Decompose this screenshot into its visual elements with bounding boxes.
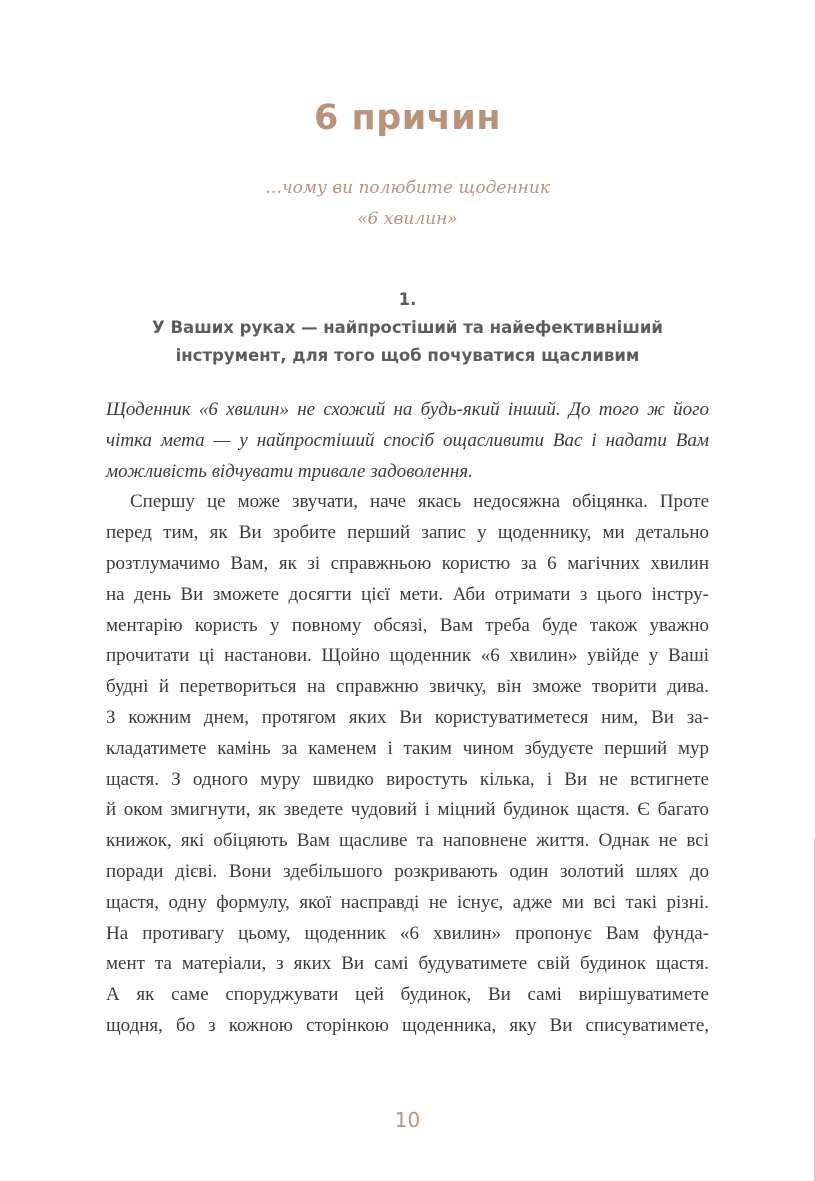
- subtitle-line: «6 хвилин»: [357, 209, 458, 229]
- section-heading: [110, 286, 705, 370]
- text-line: Щоденник «6 хвилин» не схожий на будь-який інший. До того ж його: [106, 399, 709, 420]
- text-line: На противагу цьому, щоденник «6 хвилин» пропонує Вам фунда-: [106, 922, 709, 944]
- main-paragraph: [106, 487, 709, 1041]
- lead-paragraph: [106, 395, 709, 487]
- section-heading-line: інструмент, для того щоб почуватися щасливим: [175, 346, 640, 365]
- text-line: на день Ви зможете досягти цієї мети. Аби отримати з цього інстру-: [106, 583, 709, 605]
- text-line: й оком змигнути, як зведете чудовий і міцний будинок щастя. Є багато: [106, 799, 709, 821]
- text-line: прочитати ці настанови. Щойно щоденник «6 хвилин» увійде у Ваші: [106, 645, 709, 667]
- text-line: щодня, бо з кожною сторінкою щоденника, яку Ви списуватимете,: [106, 1014, 709, 1036]
- text-line: щастя. З одного муру швидко виростуть кілька, і Ви не встигнете: [106, 768, 709, 790]
- text-line: кладатимете камінь за каменем і таким чином збудуєте перший мур: [106, 737, 709, 759]
- text-line: щастя, одну формулу, якої насправді не існує, адже ми всі такі різні.: [106, 891, 709, 913]
- text-line: ментарію користь у повному обсязі, Вам треба буде також уважно: [106, 614, 709, 636]
- subtitle-line: …чому ви полюбите щоденник: [265, 178, 550, 198]
- text-line: книжок, які обіцяють Вам щасливе та наповнене життя. Однак не всі: [106, 830, 709, 852]
- text-line: перед тим, як Ви зробите перший запис у щоденнику, ми детально: [106, 522, 709, 544]
- text-line: будні й перетвориться на справжню звичку, він зможе творити дива.: [106, 676, 709, 698]
- text-line: Спершу це може звучати, наче якась недосяжна обіцянка. Проте: [130, 491, 709, 513]
- page-title: 6 причин: [313, 98, 502, 138]
- text-line: З кожним днем, протягом яких Ви користуватиметеся ним, Ви за-: [106, 706, 709, 728]
- text-line: можливість відчувати тривале задоволення.: [106, 460, 473, 482]
- text-line: розтлумачимо Вам, як зі справжньою користю за 6 магічних хвилин: [106, 552, 709, 574]
- section-number: 1.: [398, 290, 417, 309]
- text-line: А як саме споруджувати цей будинок, Ви самі вирішуватимете: [106, 984, 709, 1006]
- text-line: мент та матеріали, з яких Ви самі будуватимете свій будинок щастя.: [106, 953, 709, 975]
- text-line: чітка мета — у найпростіший спосіб ощасливити Вас і надати Вам: [106, 429, 709, 451]
- text-line: поради дієві. Вони здебільшого розкривають один золотий шлях до: [106, 860, 709, 882]
- body-text: [106, 395, 709, 1042]
- page-number: 10: [394, 1108, 421, 1132]
- page-subtitle: [180, 173, 635, 235]
- section-heading-line: У Ваших руках — найпростіший та найефективніший: [152, 318, 663, 337]
